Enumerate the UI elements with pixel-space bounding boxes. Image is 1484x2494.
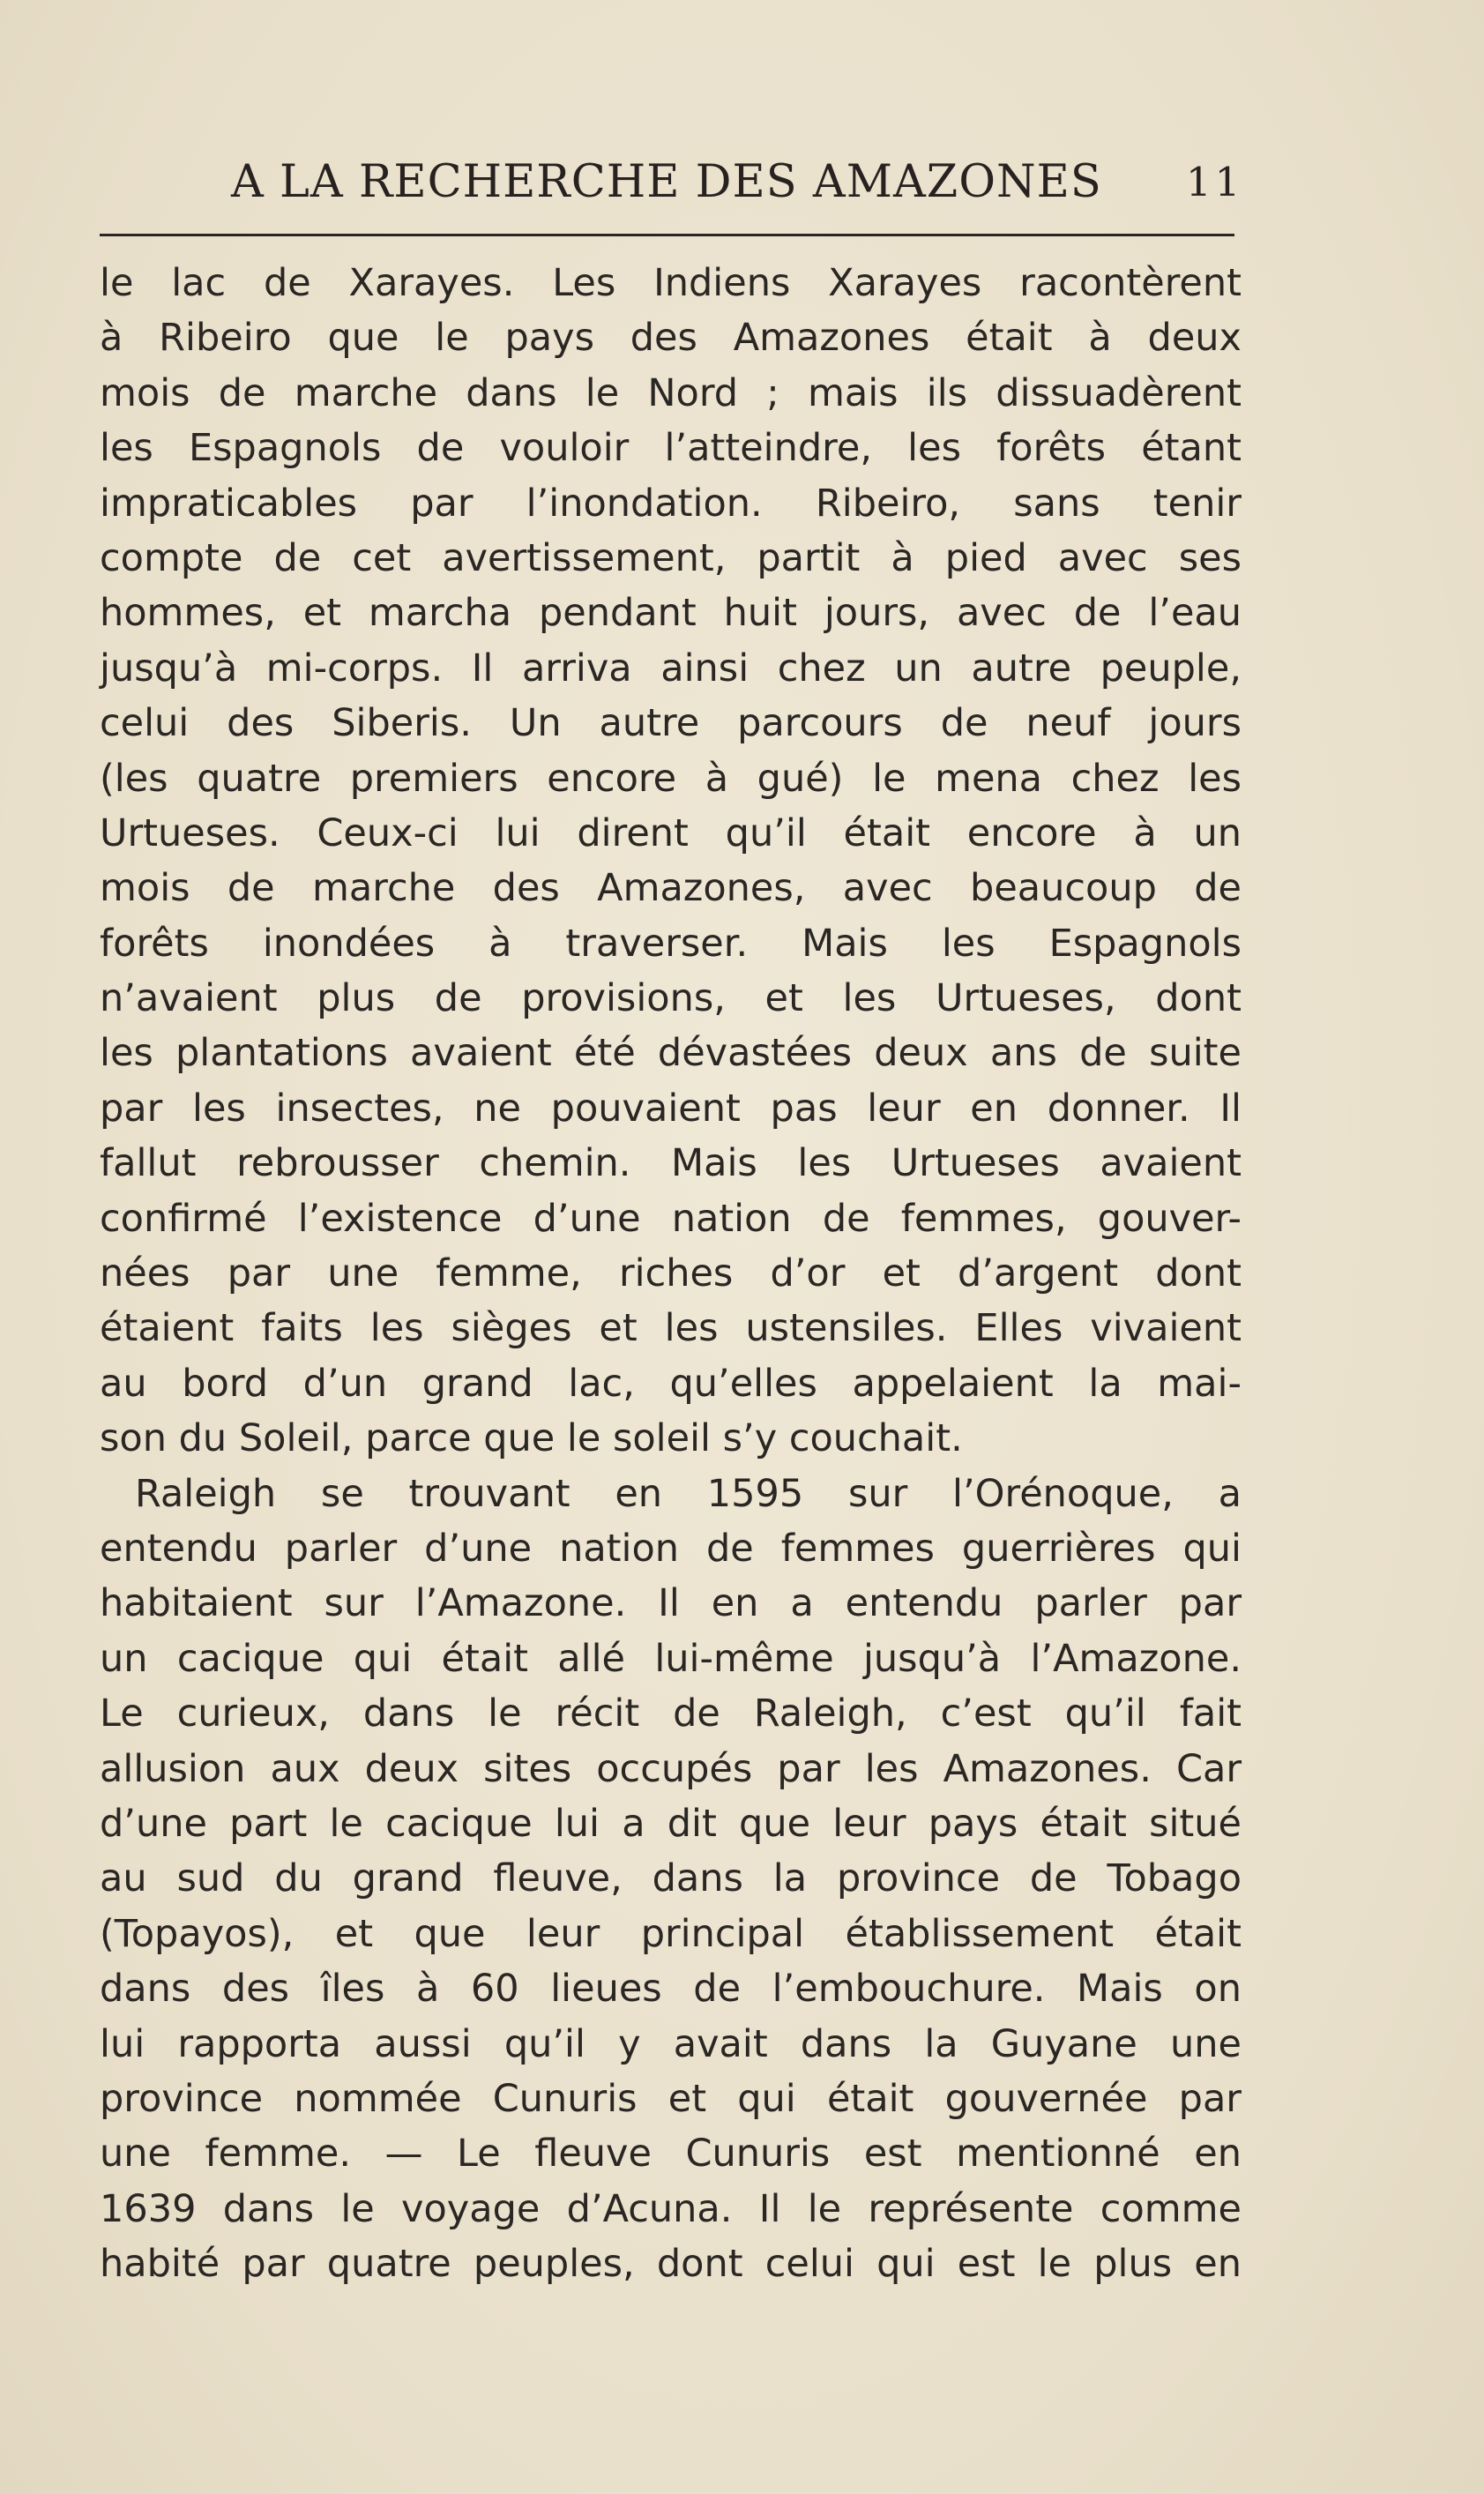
text-line: (les quatre premiers encore à gué) le mena chez les: [100, 756, 1242, 801]
text-line: province nommée Cunuris et qui était gouvernée par: [100, 2076, 1242, 2121]
text-line: celui des Siberis. Un autre parcours de neuf jours: [100, 701, 1242, 746]
header-rule: [100, 234, 1234, 236]
text-line: nées par une femme, riches d’or et d’argent dont: [100, 1251, 1242, 1296]
text-line: 1639 dans le voyage d’Acuna. Il le représente comme: [100, 2186, 1242, 2231]
text-line: (Topayos), et que leur principal établissement était: [100, 1911, 1242, 1956]
text-line: forêts inondées à traverser. Mais les Espagnols: [100, 921, 1242, 966]
text-line: Raleigh se trouvant en 1595 sur l’Orénoque, a: [135, 1471, 1242, 1516]
text-line: mois de marche des Amazones, avec beaucoup de: [100, 866, 1242, 911]
text-line: jusqu’à mi-corps. Il arriva ainsi chez un autre peuple,: [100, 646, 1242, 691]
text-line: fallut rebrousser chemin. Mais les Urtueses avaient: [100, 1141, 1242, 1186]
text-line: dans des îles à 60 lieues de l’embouchure. Mais on: [100, 1967, 1242, 2012]
text-line: d’une part le cacique lui a dit que leur pays était situé: [100, 1801, 1242, 1846]
running-title: A LA RECHERCHE DES AMAZONES: [231, 156, 1102, 208]
text-line: une femme. — Le fleuve Cunuris est mentionné en: [100, 2132, 1242, 2177]
text-line: Le curieux, dans le récit de Raleigh, c’est qu’il fait: [100, 1691, 1242, 1736]
text-line: au sud du grand fleuve, dans la province de Tobago: [100, 1856, 1242, 1901]
text-line: lui rapporta aussi qu’il y avait dans la Guyane une: [100, 2021, 1242, 2066]
page-number: 11: [1186, 159, 1244, 205]
text-line: allusion aux deux sites occupés par les Amazones. Car: [100, 1746, 1242, 1791]
body-text: [100, 256, 1242, 2291]
text-line: habitaient sur l’Amazone. Il en a entendu parler par: [100, 1581, 1242, 1626]
text-line: les Espagnols de vouloir l’atteindre, les forêts étant: [100, 426, 1242, 471]
page-header: [0, 152, 1484, 213]
text-line: habité par quatre peuples, dont celui qui est le plus en: [100, 2242, 1242, 2287]
text-line: entendu parler d’une nation de femmes guerrières qui: [100, 1526, 1242, 1571]
text-line: confirmé l’existence d’une nation de femmes, gouver-: [100, 1196, 1242, 1241]
text-line: étaient faits les sièges et les ustensiles. Elles vivaient: [100, 1306, 1242, 1351]
text-line: hommes, et marcha pendant huit jours, avec de l’eau: [100, 591, 1242, 636]
text-line: Urtueses. Ceux-ci lui dirent qu’il était encore à un: [100, 810, 1242, 855]
text-line: les plantations avaient été dévastées deux ans de suite: [100, 1031, 1242, 1076]
text-line: au bord d’un grand lac, qu’elles appelaient la mai-: [100, 1361, 1242, 1406]
text-line: par les insectes, ne pouvaient pas leur en donner. Il: [100, 1086, 1242, 1131]
text-line: son du Soleil, parce que le soleil s’y couchait.: [100, 1416, 963, 1461]
text-line: à Ribeiro que le pays des Amazones était à deux: [100, 316, 1242, 361]
text-line: mois de marche dans le Nord ; mais ils dissuadèrent: [100, 370, 1242, 415]
text-line: impraticables par l’inondation. Ribeiro, sans tenir: [100, 481, 1242, 526]
text-line: un cacique qui était allé lui-même jusqu’à l’Amazone.: [100, 1636, 1242, 1681]
text-line: le lac de Xarayes. Les Indiens Xarayes racontèrent: [100, 261, 1242, 305]
text-line: n’avaient plus de provisions, et les Urtueses, dont: [100, 976, 1242, 1021]
text-line: compte de cet avertissement, partit à pied avec ses: [100, 535, 1242, 580]
